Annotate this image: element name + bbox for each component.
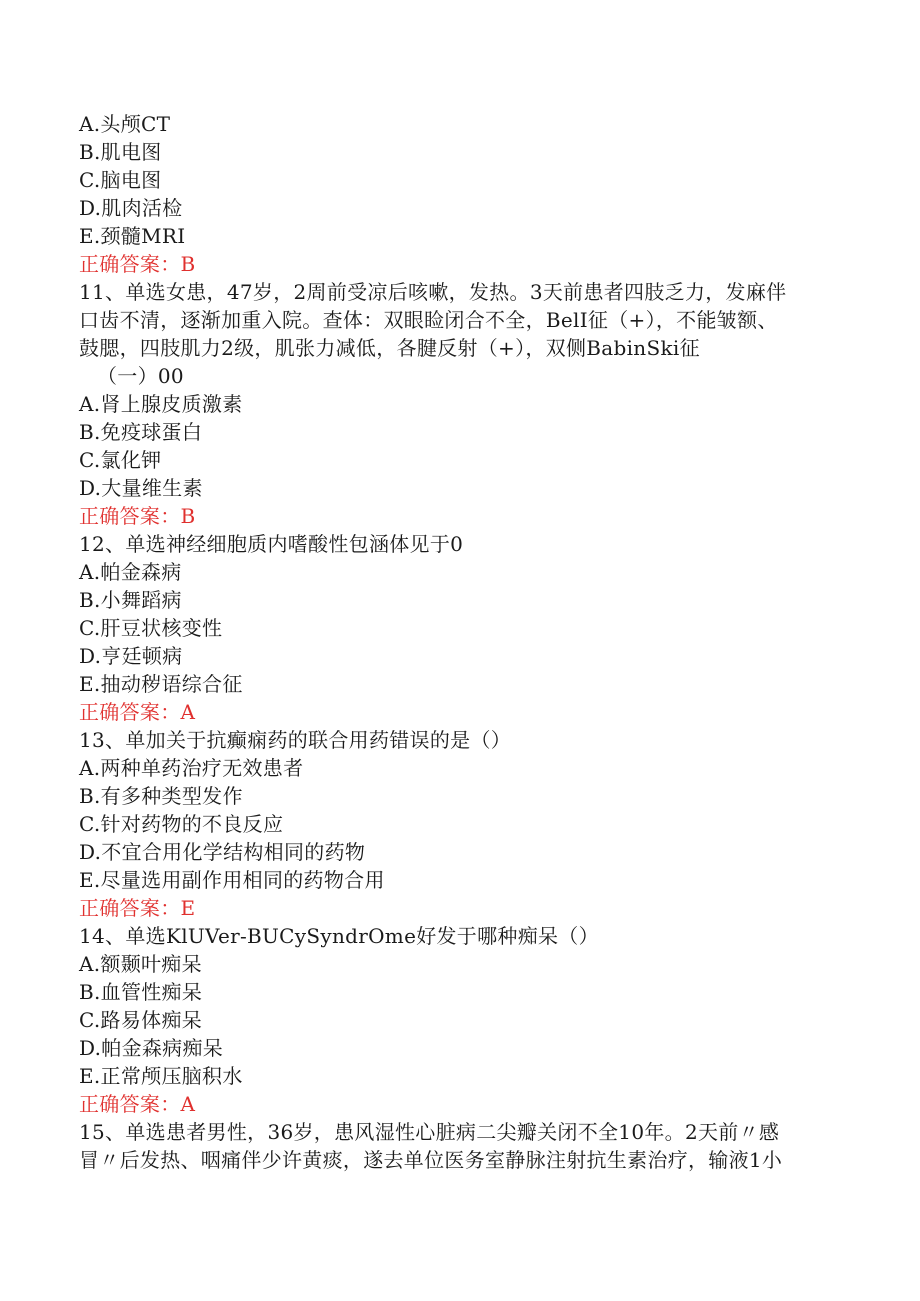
option-line: E.正常颅压脑积水 — [79, 1064, 243, 1088]
question-text: 11、单选女患，47岁，2周前受凉后咳嗽，发热。3天前患者四肢乏力，发麻伴 — [79, 280, 787, 304]
option-line: A.额颞叶痴呆 — [79, 952, 202, 976]
correct-answer: 正确答案：E — [79, 896, 196, 920]
correct-answer: 正确答案：A — [79, 700, 196, 724]
option-line: E.尽量选用副作用相同的药物合用 — [79, 868, 385, 892]
question-text: 15、单选患者男性，36岁，患风湿性心脏病二尖瓣关闭不全10年。2天前〃感 — [79, 1120, 780, 1144]
option-line: A.肾上腺皮质激素 — [79, 392, 243, 416]
question-text: （一）00 — [97, 364, 184, 388]
option-line: C.脑电图 — [79, 168, 162, 192]
question-text: 13、单加关于抗癫痫药的联合用药错误的是（） — [79, 728, 512, 752]
option-line: B.免疫球蛋白 — [79, 420, 203, 444]
question-text: 冒〃后发热、咽痛伴少许黄痰，遂去单位医务室静脉注射抗生素治疗，输液1小 — [79, 1148, 783, 1172]
question-text: 鼓腮，四肢肌力2级，肌张力减低，各腱反射（+），双侧BabinSki征 — [79, 336, 700, 360]
option-line: A.头颅CT — [79, 112, 171, 136]
question-text: 12、单选神经细胞质内嗜酸性包涵体见于0 — [79, 532, 464, 556]
option-line: B.肌电图 — [79, 140, 162, 164]
option-line: A.两种单药治疗无效患者 — [79, 756, 304, 780]
option-line: D.肌肉活检 — [79, 196, 183, 220]
option-line: D.不宜合用化学结构相同的药物 — [79, 840, 366, 864]
option-line: C.氯化钾 — [79, 448, 162, 472]
option-line: A.帕金森病 — [79, 560, 182, 584]
option-line: B.有多种类型发作 — [79, 784, 243, 808]
correct-answer: 正确答案：B — [79, 504, 196, 528]
correct-answer: 正确答案：B — [79, 252, 196, 276]
question-text: 14、单选KlUVer-BUCySyndrOme好发于哪种痴呆（） — [79, 924, 599, 948]
correct-answer: 正确答案：A — [79, 1092, 196, 1116]
option-line: C.肝豆状核变性 — [79, 616, 223, 640]
option-line: C.路易体痴呆 — [79, 1008, 203, 1032]
option-line: B.血管性痴呆 — [79, 980, 203, 1004]
option-line: D.大量维生素 — [79, 476, 203, 500]
option-line: C.针对药物的不良反应 — [79, 812, 284, 836]
option-line: E.抽动秽语综合征 — [79, 672, 243, 696]
option-line: D.亨廷顿病 — [79, 644, 183, 668]
option-line: D.帕金森病痴呆 — [79, 1036, 224, 1060]
option-line: B.小舞蹈病 — [79, 588, 182, 612]
option-line: E.颈髓MRI — [79, 224, 186, 248]
question-text: 口齿不清，逐渐加重入院。查体：双眼睑闭合不全，BelI征（+），不能皱额、 — [79, 308, 778, 332]
